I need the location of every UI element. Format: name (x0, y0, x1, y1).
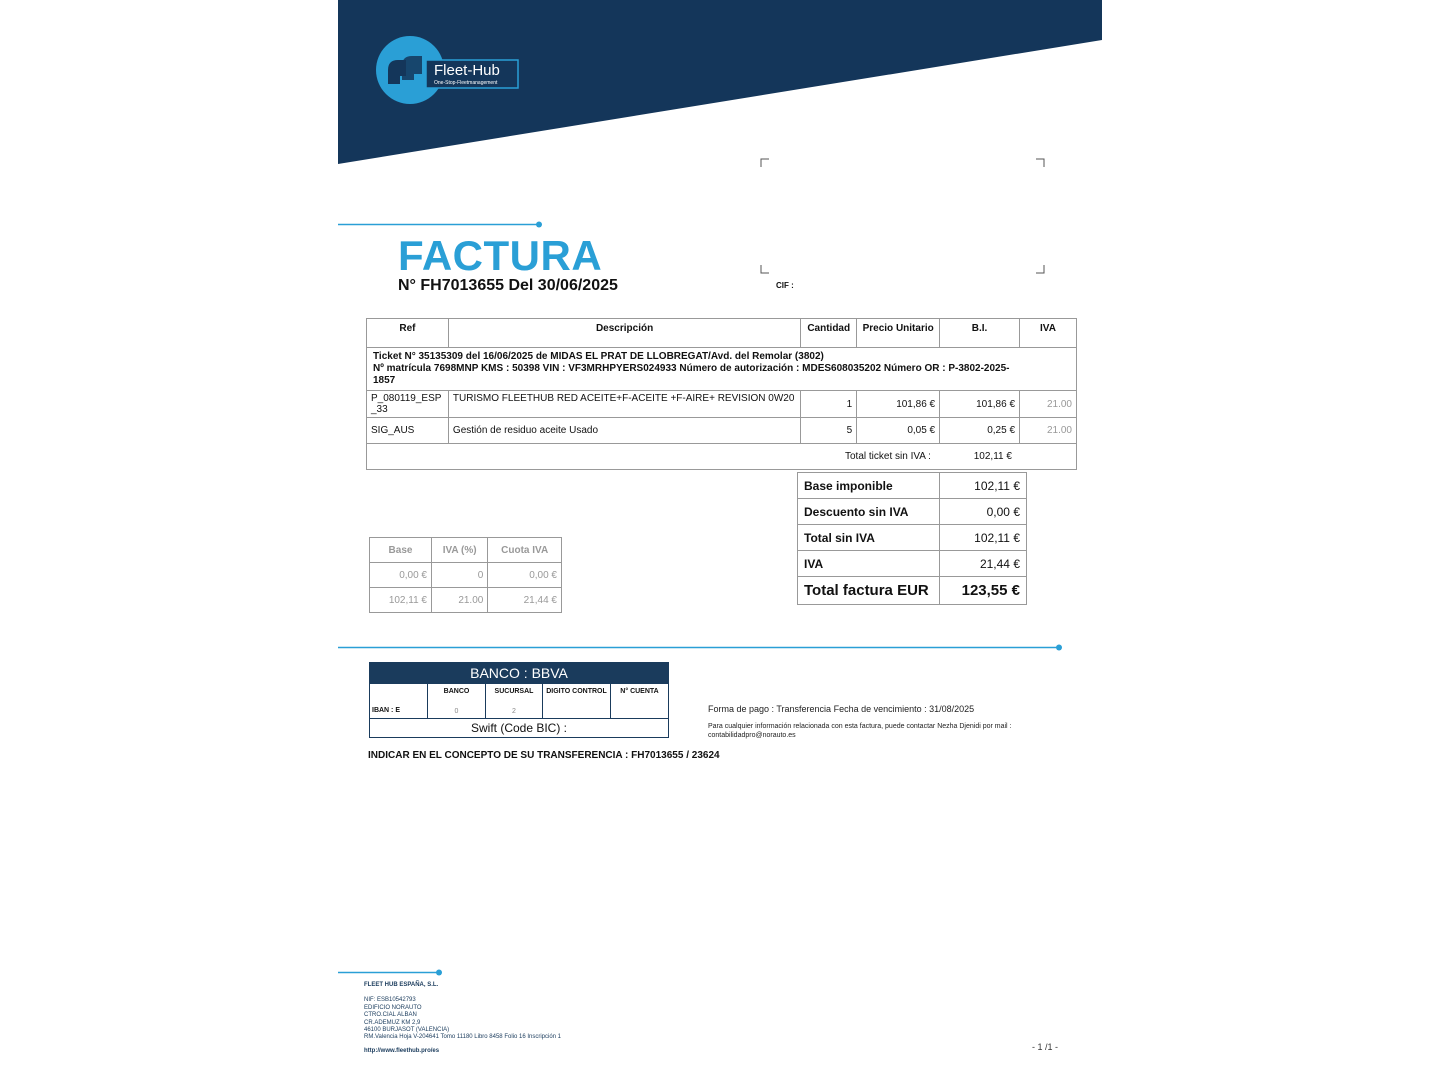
bank-details-box (369, 662, 669, 738)
row-ref: SIG_AUS (367, 418, 449, 444)
col-bi: B.I. (940, 319, 1020, 348)
swift-code: Swift (Code BIC) : (470, 721, 568, 735)
base-imponible-label: Base imponible (798, 473, 940, 499)
row-iva: 21.00 (1020, 418, 1077, 444)
fleet-hub-logo (376, 36, 526, 106)
company-address-line: CR.ADEMUZ KM 2,9 (364, 1019, 421, 1026)
totals-row (798, 551, 1027, 577)
company-registry: RM.Valencia Hoja V-204641 Tomo 11180 Libro 8458 Folio 16 Inscripción 1 (364, 1034, 562, 1041)
vat-cuota: 21,44 € (488, 588, 562, 613)
digito-control-header: DIGITO CONTROL (546, 688, 607, 695)
company-nif: NIF: ESB10542793 (364, 997, 416, 1004)
total-sin-iva-value: 102,11 € (940, 525, 1027, 551)
totals-table (797, 472, 1027, 605)
row-bi: 0,25 € (940, 418, 1020, 444)
col-cantidad: Cantidad (801, 319, 857, 348)
vat-base: 102,11 € (370, 588, 432, 613)
items-header-row (367, 319, 1077, 348)
row-qty: 5 (801, 418, 857, 444)
address-window-brackets (758, 156, 1048, 276)
descuento-label: Descuento sin IVA (798, 499, 940, 525)
company-address-line: EDIFICIO NORAUTO (364, 1004, 422, 1011)
table-row (367, 418, 1077, 444)
iva-value: 21,44 € (940, 551, 1027, 577)
col-precio-unitario: Precio Unitario (857, 319, 940, 348)
iva-label: IVA (798, 551, 940, 577)
base-imponible-value: 102,11 € (940, 473, 1027, 499)
footer-accent-line (338, 968, 448, 978)
row-iva: 21.00 (1020, 391, 1077, 418)
row-bi: 101,86 € (940, 391, 1020, 418)
total-factura-value: 123,55 € (940, 577, 1027, 605)
banco-value: 0 (454, 708, 459, 715)
transfer-concept-note: INDICAR EN EL CONCEPTO DE SU TRANSFERENCIA : FH7013655 / 23624 (368, 750, 720, 761)
vat-base: 0,00 € (370, 563, 432, 588)
col-ref: Ref (367, 319, 449, 348)
company-address-line: 46100 BURJASOT (VALENCIA) (364, 1027, 450, 1034)
totals-row (798, 577, 1027, 605)
invoice-page (338, 0, 1102, 1080)
company-footer (364, 982, 561, 1055)
logo-tagline: One-Stop-Fleetmanagement (434, 80, 498, 86)
row-unit-price: 0,05 € (857, 418, 940, 444)
invoice-number: N° FH7013655 Del 30/06/2025 (398, 277, 618, 294)
vat-col-cuota: Cuota IVA (488, 538, 562, 563)
iban-cell (370, 684, 428, 718)
totals-row (798, 499, 1027, 525)
ticket-info-row (367, 348, 1077, 391)
row-qty: 1 (801, 391, 857, 418)
ticket-line-3: 1857 (373, 375, 396, 386)
payment-terms: Forma de pago : Transferencia Fecha de vencimiento : 31/08/2025 (708, 704, 975, 714)
contact-note: Para cualquier información relacionada con esta factura, puede contactar Nezha Djenidi por mail : contabilidadpro@norauto.es (708, 723, 1012, 739)
digito-control-cell (543, 684, 611, 718)
cuenta-cell (611, 684, 668, 718)
table-row (367, 391, 1077, 418)
banco-header: BANCO (443, 688, 470, 695)
col-iva: IVA (1020, 319, 1077, 348)
ticket-line-2: Nº matrícula 7698MNP KMS : 50398 VIN : VF3MRHPYERS024933 Número de autorización : MDES608035202 Número OR : P-3802-2025- (373, 363, 1010, 374)
vat-rate: 21.00 (432, 588, 488, 613)
banco-cell (428, 684, 486, 718)
cuenta-header: N° CUENTA (620, 688, 659, 695)
invoice-title: FACTURA (398, 232, 603, 279)
company-name: FLEET HUB ESPAÑA, S.L. (364, 982, 439, 988)
ticket-total-label: Total ticket sin IVA : (845, 451, 931, 462)
ticket-total-row (367, 444, 1077, 470)
iban-label: IBAN : E (372, 707, 400, 714)
row-ref: P_080119_ESP_33 (367, 391, 449, 418)
row-desc: Gestión de residuo aceite Usado (448, 418, 800, 444)
vat-col-iva: IVA (%) (432, 538, 488, 563)
row-unit-price: 101,86 € (857, 391, 940, 418)
sucursal-header: SUCURSAL (494, 688, 534, 695)
vat-col-base: Base (370, 538, 432, 563)
vat-header-row (370, 538, 562, 563)
bank-account-grid (370, 684, 668, 719)
vat-breakdown-table (369, 537, 562, 613)
ticket-line-1: Ticket N° 35135309 del 16/06/2025 de MIDAS EL PRAT DE LLOBREGAT/Avd. del Remolar (3802) (373, 351, 824, 362)
table-row (370, 588, 562, 613)
row-desc: TURISMO FLEETHUB RED ACEITE+F-ACEITE +F-AIRE+ REVISION 0W20 (448, 391, 800, 418)
items-table (366, 318, 1077, 470)
descuento-value: 0,00 € (940, 499, 1027, 525)
sucursal-cell (486, 684, 543, 718)
col-descripcion: Descripción (448, 319, 800, 348)
totals-row (798, 525, 1027, 551)
company-website-link[interactable]: http://www.fleethub.pro/es (364, 1047, 440, 1054)
total-sin-iva-label: Total sin IVA (798, 525, 940, 551)
title-accent-line (338, 220, 548, 230)
bank-title: BANCO : BBVA (370, 663, 668, 684)
vat-rate: 0 (432, 563, 488, 588)
sucursal-value: 2 (512, 708, 516, 715)
vat-cuota: 0,00 € (488, 563, 562, 588)
totals-row (798, 473, 1027, 499)
company-address-line: CTRO.CIAL ALBAN (364, 1012, 417, 1019)
table-row (370, 563, 562, 588)
total-factura-label: Total factura EUR (798, 577, 940, 605)
page-number: - 1 /1 - (1032, 1042, 1059, 1052)
ticket-total-value: 102,11 € (973, 451, 1012, 462)
section-separator-line (338, 643, 1068, 653)
cif-label: CIF : (776, 281, 794, 290)
logo-name: Fleet-Hub (434, 62, 500, 79)
